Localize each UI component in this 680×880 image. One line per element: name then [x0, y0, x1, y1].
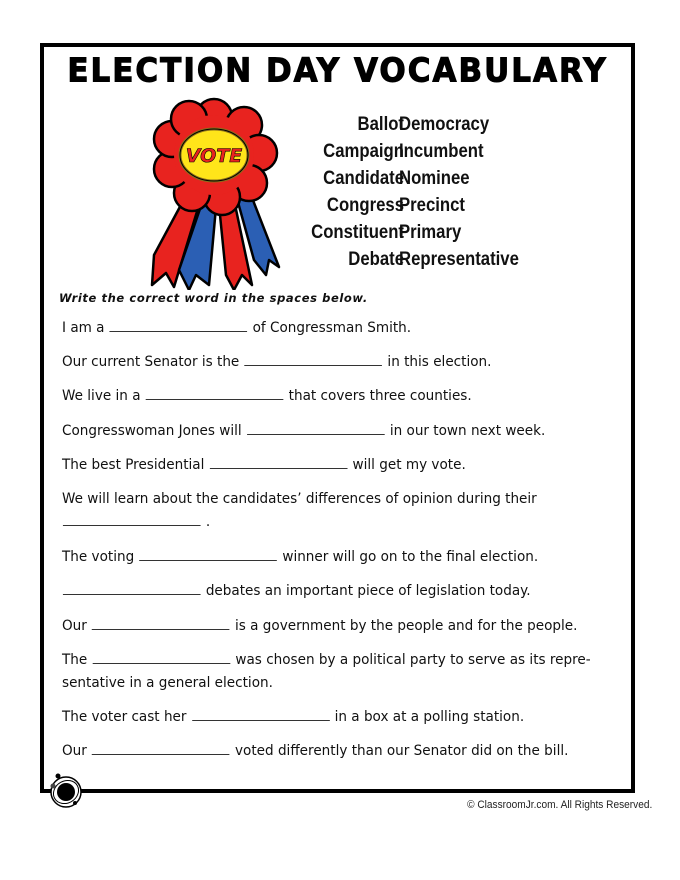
sentence-2: Our current Senator is the in this election.: [62, 353, 492, 370]
answer-blank[interactable]: [63, 511, 201, 526]
word-bank-item: Candidate: [323, 168, 404, 189]
answer-blank[interactable]: [247, 420, 385, 435]
sentence-5: The best Presidential will get my vote.: [62, 456, 466, 473]
vote-badge-text: VOTE: [185, 145, 243, 167]
word-bank-item: Representative: [399, 249, 519, 270]
word-bank-item: Primary: [399, 222, 462, 243]
sentence-1: I am a of Congressman Smith.: [62, 319, 412, 336]
answer-blank[interactable]: [245, 351, 383, 366]
word-bank-right: [399, 111, 575, 273]
word-bank-item: Ballot: [357, 114, 404, 135]
word-bank-item: Precinct: [399, 195, 465, 216]
word-bank-item: Democracy: [399, 114, 490, 135]
word-bank-item: Incumbent: [399, 141, 484, 162]
sentence-3: We live in a that covers three counties.: [62, 387, 472, 404]
answer-blank[interactable]: [192, 706, 330, 721]
answer-blank[interactable]: [110, 317, 248, 332]
sentence-11: The voter cast her in a box at a polling station.: [62, 708, 525, 725]
sentence-10-cont: sentative in a general election.: [62, 674, 273, 691]
word-bank-item: Nominee: [399, 168, 470, 189]
answer-blank[interactable]: [63, 580, 201, 595]
answer-blank[interactable]: [210, 454, 348, 469]
answer-blank[interactable]: [92, 615, 230, 630]
sentence-6-cont: .: [62, 511, 210, 533]
word-bank-item: Constituent: [311, 222, 404, 243]
sentence-12: Our voted differently than our Senator did on the bill.: [62, 742, 569, 759]
classroomjr-logo-icon: [48, 772, 84, 808]
answer-blank[interactable]: [93, 649, 231, 664]
word-bank-item: Campaign: [323, 141, 404, 162]
answer-blank[interactable]: [139, 546, 277, 561]
copyright-notice: © ClassroomJr.com. All Rights Reserved.: [466, 799, 652, 811]
sentence-9: Our is a government by the people and for the people.: [62, 617, 578, 634]
sentence-10: The was chosen by a political party to serve as its repre-: [62, 651, 591, 668]
worksheet-frame: [40, 43, 635, 793]
sentence-4: Congresswoman Jones will in our town next week.: [62, 422, 546, 439]
sentence-8: debates an important piece of legislation today.: [62, 580, 531, 602]
instructions: Write the correct word in the spaces below.: [59, 291, 368, 305]
sentence-6: We will learn about the candidates’ differences of opinion during their: [62, 490, 537, 507]
word-bank-item: Congress: [326, 195, 404, 216]
word-bank-item: Debate: [348, 249, 404, 270]
word-bank-left: [263, 111, 404, 273]
answer-blank[interactable]: [92, 740, 230, 755]
answer-blank[interactable]: [146, 385, 284, 400]
worksheet-title: ELECTION DAY VOCABULARY: [67, 52, 608, 90]
sentence-7: The voting winner will go on to the final election.: [62, 548, 539, 565]
